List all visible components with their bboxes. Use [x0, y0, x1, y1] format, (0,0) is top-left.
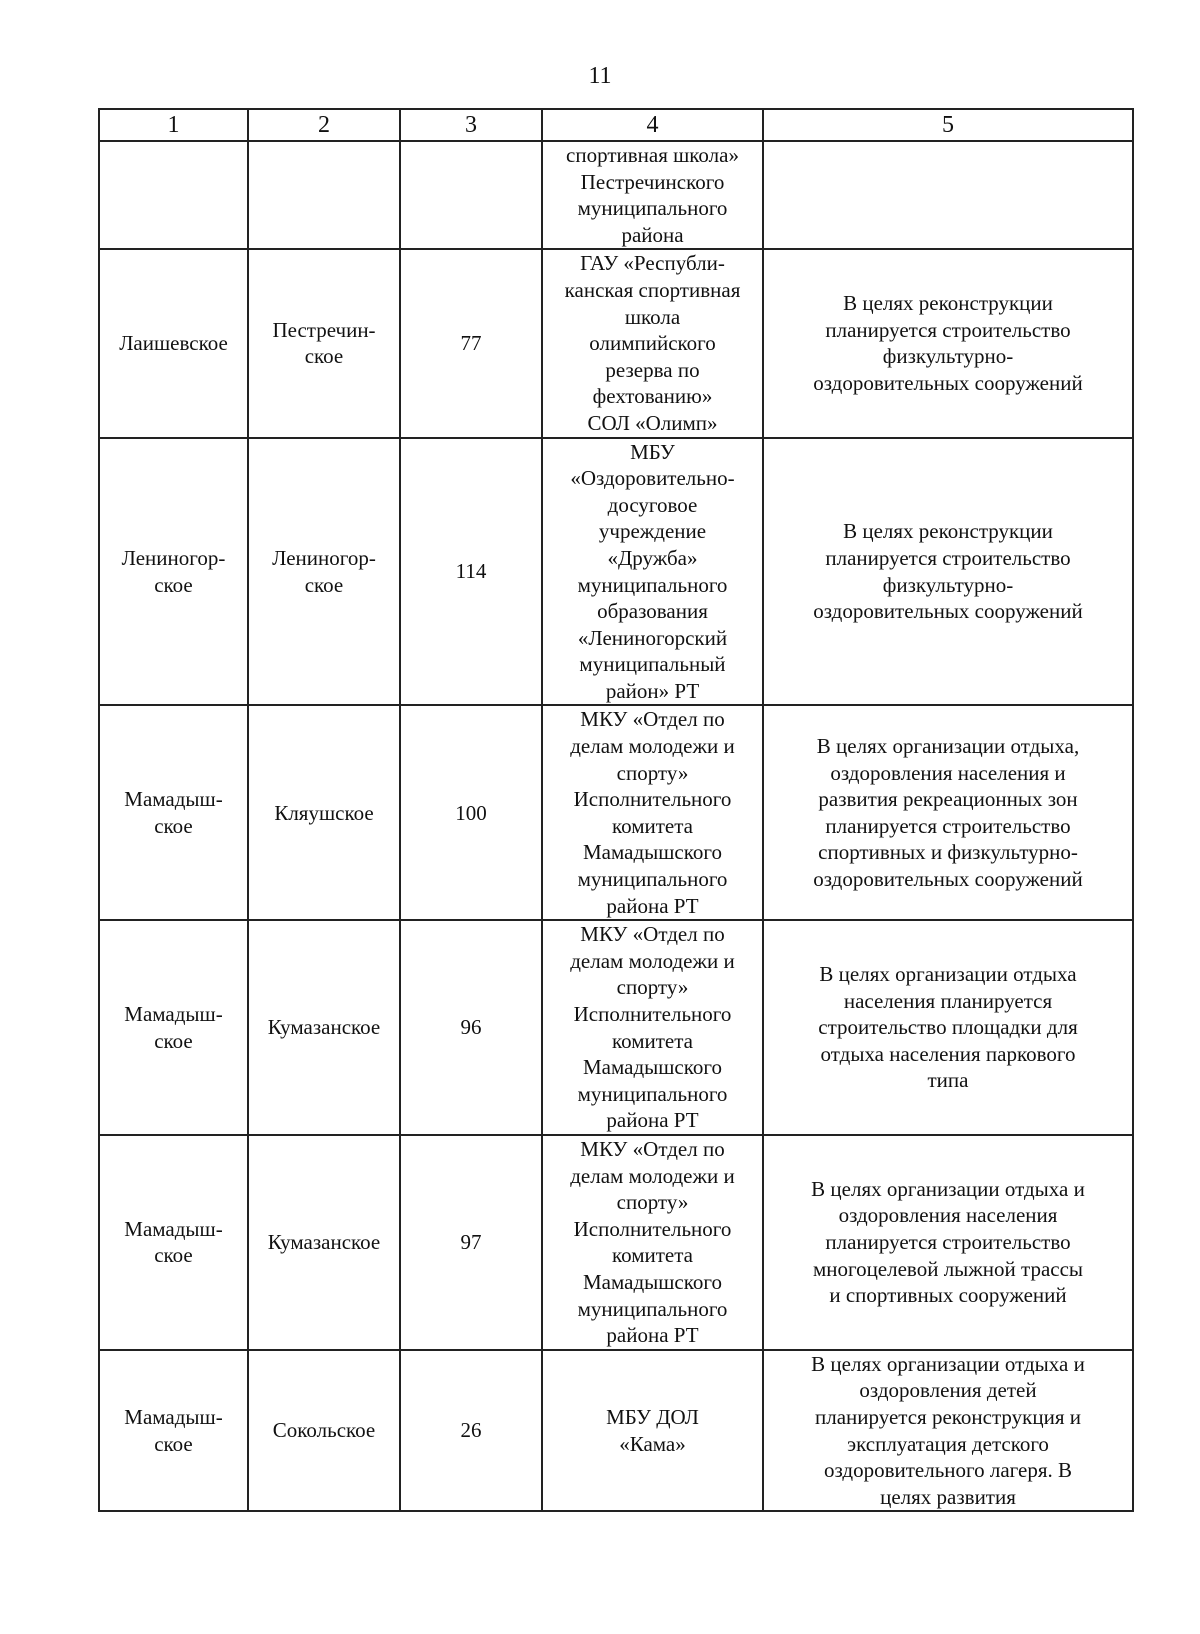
- cell-line: оздоровительных сооружений: [813, 599, 1083, 624]
- cell-line: Кумазанское: [267, 1230, 381, 1255]
- cell-line: комитета: [611, 1028, 694, 1053]
- cell-line: Мамадышского: [583, 1269, 722, 1294]
- cell-line: ское: [304, 572, 344, 597]
- cell-line: резерва по: [605, 357, 700, 382]
- cell-line: спорту»: [616, 975, 689, 1000]
- cell-line: оздоровительного лагеря. В: [823, 1458, 1072, 1483]
- cell-line: образования: [597, 599, 708, 624]
- cell-line: планируется строительство: [825, 813, 1071, 838]
- cell-line: планируется строительство: [825, 1230, 1071, 1255]
- cell-line: муниципального: [577, 1296, 728, 1321]
- page-number: 11: [588, 63, 612, 89]
- cell-line: типа: [927, 1068, 969, 1093]
- cell-col-5: [763, 141, 1133, 249]
- cell-col-5: [763, 249, 1133, 437]
- cell-line: Мамадышского: [583, 1055, 722, 1080]
- cell-line: оздоровления детей: [859, 1378, 1037, 1403]
- cell-col-1: [99, 1135, 248, 1350]
- cell-line: СОЛ «Олимп»: [587, 410, 718, 435]
- cell-line: Мамадыш-: [124, 787, 223, 812]
- cell-line: Исполнительного: [573, 1216, 732, 1241]
- cell-line: Сокольское: [272, 1418, 376, 1443]
- header-row: [99, 109, 1133, 141]
- cell-line: целях развития: [880, 1484, 1016, 1509]
- cell-line: планируется реконструкция и: [815, 1404, 1081, 1429]
- cell-col-3: [400, 920, 542, 1135]
- cell-col-5: [763, 1135, 1133, 1350]
- header-col-4: 4: [542, 109, 763, 141]
- cell-col-3: [400, 1135, 542, 1350]
- cell-line: ГАУ «Республи-: [580, 251, 725, 276]
- cell-col-1: [99, 1350, 248, 1512]
- cell-line: планируется строительство: [825, 545, 1071, 570]
- cell-line: Мамадыш-: [124, 1404, 223, 1429]
- cell-line: В целях организации отдыха и: [811, 1351, 1085, 1376]
- table-row: [99, 705, 1133, 920]
- cell-line: муниципального: [577, 867, 728, 892]
- cell-col-3: [400, 141, 542, 249]
- cell-value: 96: [460, 1015, 482, 1040]
- table-row: [99, 920, 1133, 1135]
- cell-line: комитета: [611, 813, 694, 838]
- cell-line: школа: [624, 304, 681, 329]
- cell-line: МКУ «Отдел по: [580, 922, 725, 947]
- cell-line: эксплуатация детского: [847, 1431, 1049, 1456]
- cell-col-2: [248, 920, 400, 1135]
- cell-col-3: [400, 249, 542, 437]
- cell-col-4: [542, 1350, 763, 1512]
- cell-col-2: [248, 1135, 400, 1350]
- cell-col-1: [99, 438, 248, 706]
- cell-value: 77: [460, 331, 482, 356]
- cell-col-4: [542, 1135, 763, 1350]
- cell-line: «Дружба»: [607, 545, 698, 570]
- cell-line: Мамадыш-: [124, 1002, 223, 1026]
- cell-col-5: [763, 920, 1133, 1135]
- cell-col-4: [542, 438, 763, 706]
- cell-line: ское: [154, 572, 193, 597]
- cell-line: муниципальный: [579, 652, 726, 677]
- cell-col-2: [248, 249, 400, 437]
- cell-line: В целях организации отдыха и: [811, 1176, 1085, 1201]
- cell-line: Исполнительного: [573, 787, 732, 812]
- cell-line: В целях организации отдыха,: [816, 734, 1080, 759]
- cell-line: олимпийского: [589, 331, 716, 356]
- cell-value: 26: [460, 1418, 482, 1443]
- cell-line: оздоровления населения и: [830, 760, 1066, 785]
- table-row: [99, 141, 1133, 249]
- cell-line: муниципального: [577, 1081, 728, 1106]
- cell-line: строительство площадки для: [818, 1015, 1078, 1040]
- cell-line: района РТ: [606, 893, 699, 918]
- header-col-3: 3: [400, 109, 542, 141]
- cell-col-5: [763, 438, 1133, 706]
- header-col-5: 5: [763, 109, 1133, 141]
- cell-line: Исполнительного: [573, 1002, 732, 1026]
- cell-line: муниципального: [577, 572, 728, 597]
- cell-value: 114: [455, 559, 487, 584]
- cell-col-4: [542, 705, 763, 920]
- cell-line: район» РТ: [605, 678, 700, 703]
- header-col-2: 2: [248, 109, 400, 141]
- cell-line: Кляушское: [274, 800, 374, 825]
- header-col-1: 1: [99, 109, 248, 141]
- cell-line: МКУ «Отдел по: [580, 707, 725, 732]
- data-table: [98, 108, 1134, 1512]
- cell-line: фехтованию»: [592, 384, 713, 409]
- cell-col-4: [542, 920, 763, 1135]
- cell-line: муниципального: [577, 196, 728, 221]
- cell-value: 100: [455, 800, 487, 825]
- cell-line: Лениногор-: [121, 545, 226, 570]
- cell-line: оздоровительных сооружений: [813, 371, 1083, 396]
- cell-line: учреждение: [598, 519, 707, 544]
- cell-col-2: [248, 1350, 400, 1512]
- cell-line: ское: [154, 1431, 193, 1456]
- cell-value: 97: [460, 1230, 482, 1255]
- cell-line: делам молодежи и: [570, 1163, 735, 1188]
- cell-line: «Лениногорский: [577, 625, 728, 650]
- cell-line: Пестречинского: [580, 169, 725, 194]
- cell-line: спорту»: [616, 1190, 689, 1215]
- cell-line: Лаишевское: [119, 331, 228, 356]
- cell-line: Мамадышского: [583, 840, 722, 865]
- cell-col-3: [400, 438, 542, 706]
- cell-col-1: [99, 249, 248, 437]
- cell-line: района: [621, 222, 684, 247]
- cell-col-1: [99, 141, 248, 249]
- cell-col-4: [542, 249, 763, 437]
- cell-line: В целях организации отдыха: [819, 962, 1077, 987]
- cell-col-3: [400, 1350, 542, 1512]
- cell-line: развития рекреационных зон: [818, 787, 1078, 812]
- table-row: [99, 438, 1133, 706]
- cell-line: Кумазанское: [267, 1015, 381, 1040]
- cell-col-4: [542, 141, 763, 249]
- cell-col-2: [248, 438, 400, 706]
- cell-line: МБУ ДОЛ: [606, 1404, 699, 1429]
- cell-line: МКУ «Отдел по: [580, 1136, 725, 1161]
- cell-line: населения планируется: [843, 988, 1053, 1013]
- cell-line: «Оздоровительно-: [570, 466, 735, 491]
- cell-line: ское: [304, 344, 344, 369]
- cell-line: района РТ: [606, 1108, 699, 1133]
- cell-line: и спортивных сооружений: [829, 1283, 1067, 1308]
- cell-line: Мамадыш-: [124, 1216, 223, 1241]
- cell-line: физкультурно-: [882, 344, 1014, 369]
- cell-line: планируется строительство: [825, 317, 1071, 342]
- table-row: [99, 1350, 1133, 1512]
- cell-line: «Кама»: [619, 1431, 686, 1456]
- cell-col-2: [248, 141, 400, 249]
- cell-line: делам молодежи и: [570, 734, 735, 759]
- table-body: [99, 141, 1133, 1511]
- cell-col-2: [248, 705, 400, 920]
- cell-line: досуговое: [607, 492, 698, 517]
- cell-line: оздоровления населения: [838, 1203, 1058, 1228]
- cell-line: ское: [154, 1243, 193, 1268]
- table-row: [99, 1135, 1133, 1350]
- cell-col-5: [763, 705, 1133, 920]
- cell-line: спортивных и физкультурно-: [818, 840, 1078, 865]
- cell-line: спортивная школа»: [566, 143, 739, 167]
- cell-line: канская спортивная: [564, 277, 741, 302]
- cell-line: многоцелевой лыжной трассы: [812, 1256, 1084, 1281]
- cell-line: В целях реконструкции: [843, 291, 1053, 316]
- cell-line: делам молодежи и: [570, 948, 735, 973]
- cell-line: В целях реконструкции: [843, 519, 1053, 544]
- cell-line: Лениногор-: [272, 545, 376, 570]
- cell-col-1: [99, 920, 248, 1135]
- cell-col-5: [763, 1350, 1133, 1512]
- cell-line: ское: [154, 1028, 193, 1053]
- table-row: [99, 249, 1133, 437]
- cell-line: оздоровительных сооружений: [813, 867, 1083, 892]
- cell-line: ское: [154, 813, 193, 838]
- cell-col-1: [99, 705, 248, 920]
- cell-line: отдыха населения паркового: [820, 1041, 1076, 1066]
- cell-col-3: [400, 705, 542, 920]
- cell-line: МБУ: [630, 439, 675, 464]
- cell-line: комитета: [611, 1243, 694, 1268]
- cell-line: спорту»: [616, 760, 689, 785]
- cell-line: физкультурно-: [882, 572, 1014, 597]
- cell-line: Пестречин-: [272, 317, 376, 342]
- cell-line: района РТ: [606, 1323, 699, 1348]
